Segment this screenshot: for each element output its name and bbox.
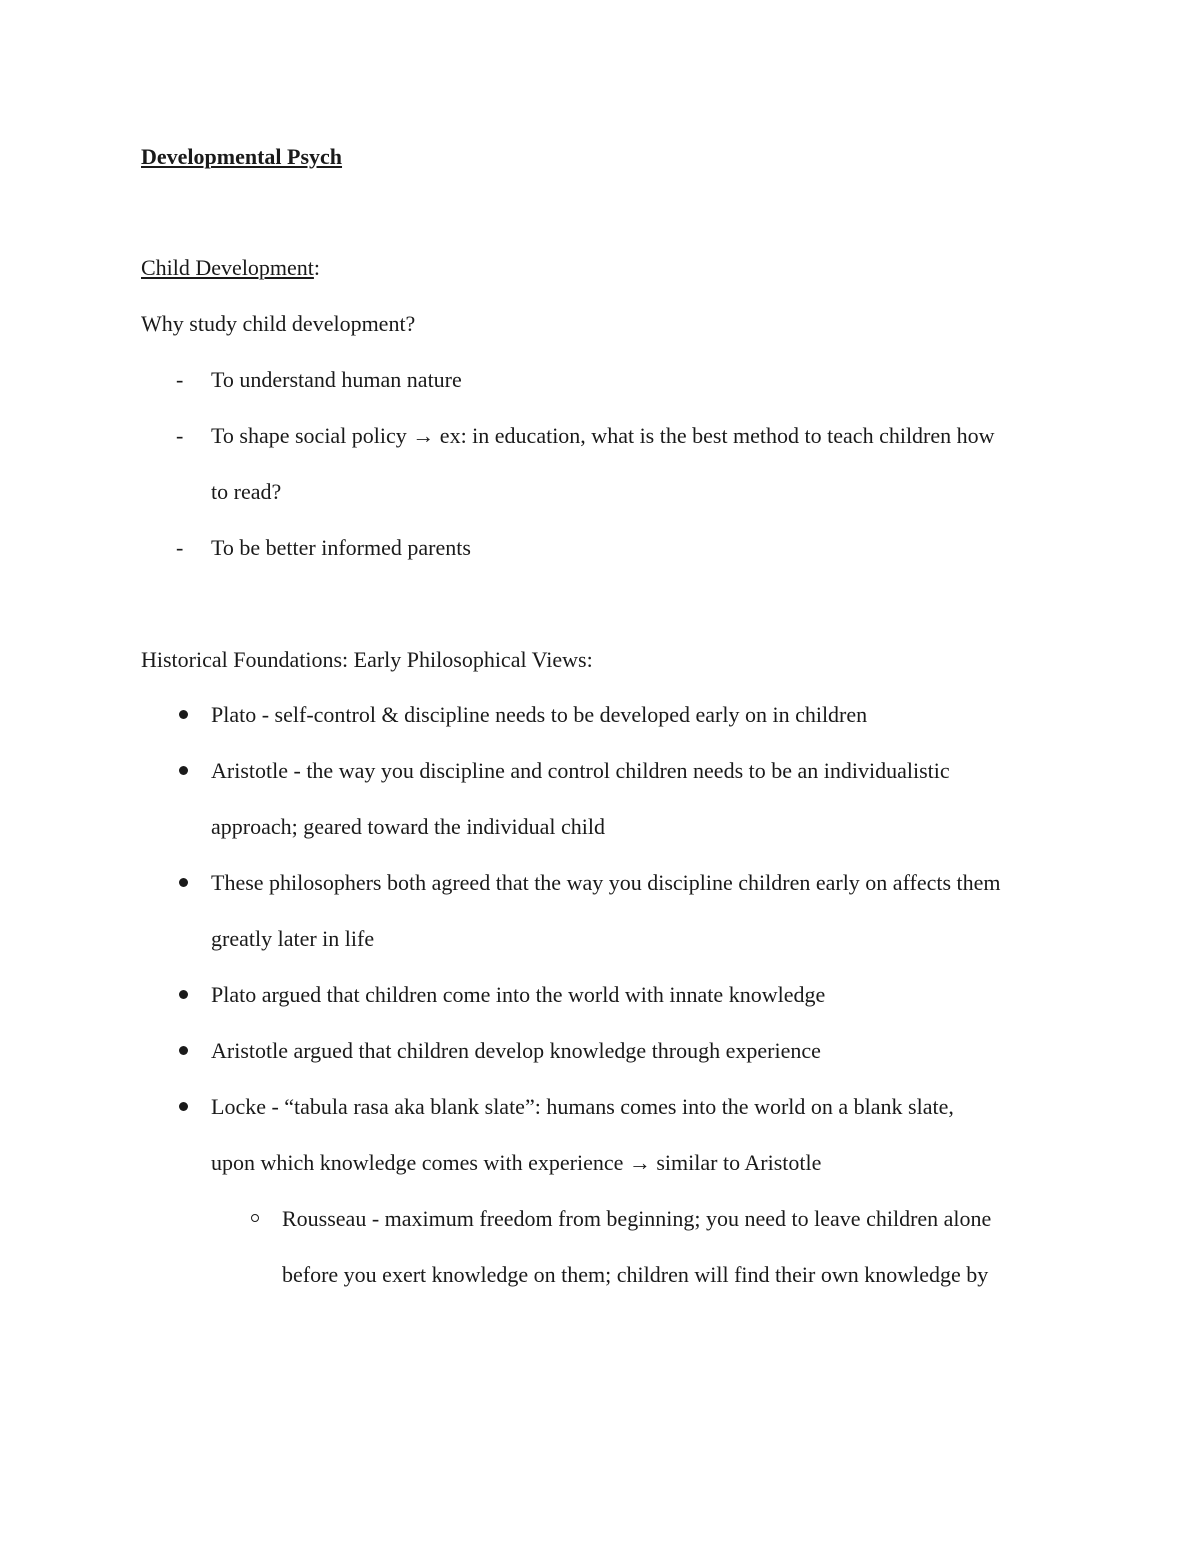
- list-item: To shape social policy → ex: in education, what is the best method to teach children how: [211, 423, 995, 448]
- list-item-continuation: to read?: [211, 479, 282, 504]
- list-item-continuation: approach; geared toward the individual child: [211, 814, 606, 839]
- bullet-icon: [179, 878, 188, 887]
- list-item: To be better informed parents: [211, 535, 471, 560]
- sub-list-item: Rousseau - maximum freedom from beginning; you need to leave children alone: [282, 1206, 992, 1231]
- list-item: Aristotle argued that children develop knowledge through experience: [211, 1038, 821, 1063]
- dash-marker: -: [176, 423, 184, 448]
- section-heading-child-development: [141, 254, 320, 282]
- dash-marker: -: [176, 367, 184, 392]
- section-heading-text: Child Development: [141, 255, 314, 280]
- list-item: Plato argued that children come into the world with innate knowledge: [211, 982, 826, 1007]
- bullet-icon: [179, 1046, 188, 1055]
- bullet-icon: [179, 990, 188, 999]
- bullet-icon: [179, 1102, 188, 1111]
- question-line: Why study child development?: [141, 311, 416, 336]
- document-title: Developmental Psych: [141, 144, 343, 169]
- section-heading-colon: :: [313, 255, 321, 280]
- bullet-icon: [179, 766, 188, 775]
- section-heading-historical-foundations: Historical Foundations: Early Philosophical Views:: [141, 647, 593, 672]
- list-item: These philosophers both agreed that the way you discipline children early on affects them: [211, 870, 1001, 895]
- list-item: Locke - “tabula rasa aka blank slate”: humans comes into the world on a blank slate,: [211, 1094, 954, 1119]
- list-item-continuation: upon which knowledge comes with experience → similar to Aristotle: [211, 1150, 822, 1175]
- list-item: Plato - self-control & discipline needs to be developed early on in children: [211, 702, 868, 727]
- list-item: Aristotle - the way you discipline and control children needs to be an individualistic: [211, 758, 950, 783]
- list-item: To understand human nature: [211, 367, 462, 392]
- sub-bullet-icon: [251, 1214, 259, 1222]
- dash-marker: -: [176, 535, 184, 560]
- bullet-icon: [179, 710, 188, 719]
- list-item-continuation: greatly later in life: [211, 926, 375, 951]
- sub-list-item-continuation: before you exert knowledge on them; children will find their own knowledge by: [282, 1262, 989, 1287]
